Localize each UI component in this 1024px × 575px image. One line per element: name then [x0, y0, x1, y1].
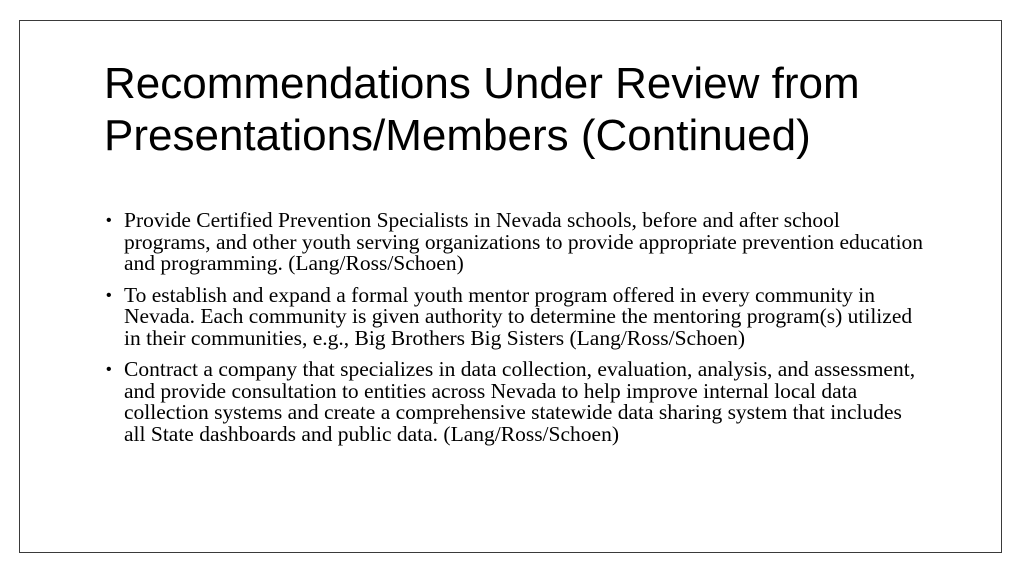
bullet-icon: • — [106, 361, 112, 378]
bullet-icon: • — [106, 286, 112, 304]
slide — [19, 20, 1002, 553]
bullet-text: Provide Certified Prevention Specialists in Nevada schools, before and after school programs, and other youth serving organizations to provide appropriate prevention education and programming. (Lang/Ross/Schoen) — [124, 208, 924, 275]
bullet-list — [106, 210, 926, 455]
bullet-text: To establish and expand a formal youth mentor program offered in every community in Nevada. Each community is given authority to determine the mentoring program(s) utilized in their communities, e.g., Big Brothers Big Sisters (Lang/Ross/Schoen) — [124, 282, 913, 350]
bullet-item-data-collection — [106, 359, 926, 445]
bullet-item-youth-mentor — [106, 282, 926, 350]
bullet-text: Contract a company that specializes in data collection, evaluation, analysis, and assessment, and provide consultation to entities across Nevada to help improve internal local data collection systems and create a comprehensive statewide data sharing system that includes all State dashboards and public data. (Lang/Ross/Schoen) — [124, 357, 916, 446]
bullet-icon: • — [106, 212, 112, 229]
slide-title: Recommendations Under Review from Presentations/Members (Continued) — [104, 59, 860, 160]
bullet-item-certified-prevention — [106, 210, 926, 275]
